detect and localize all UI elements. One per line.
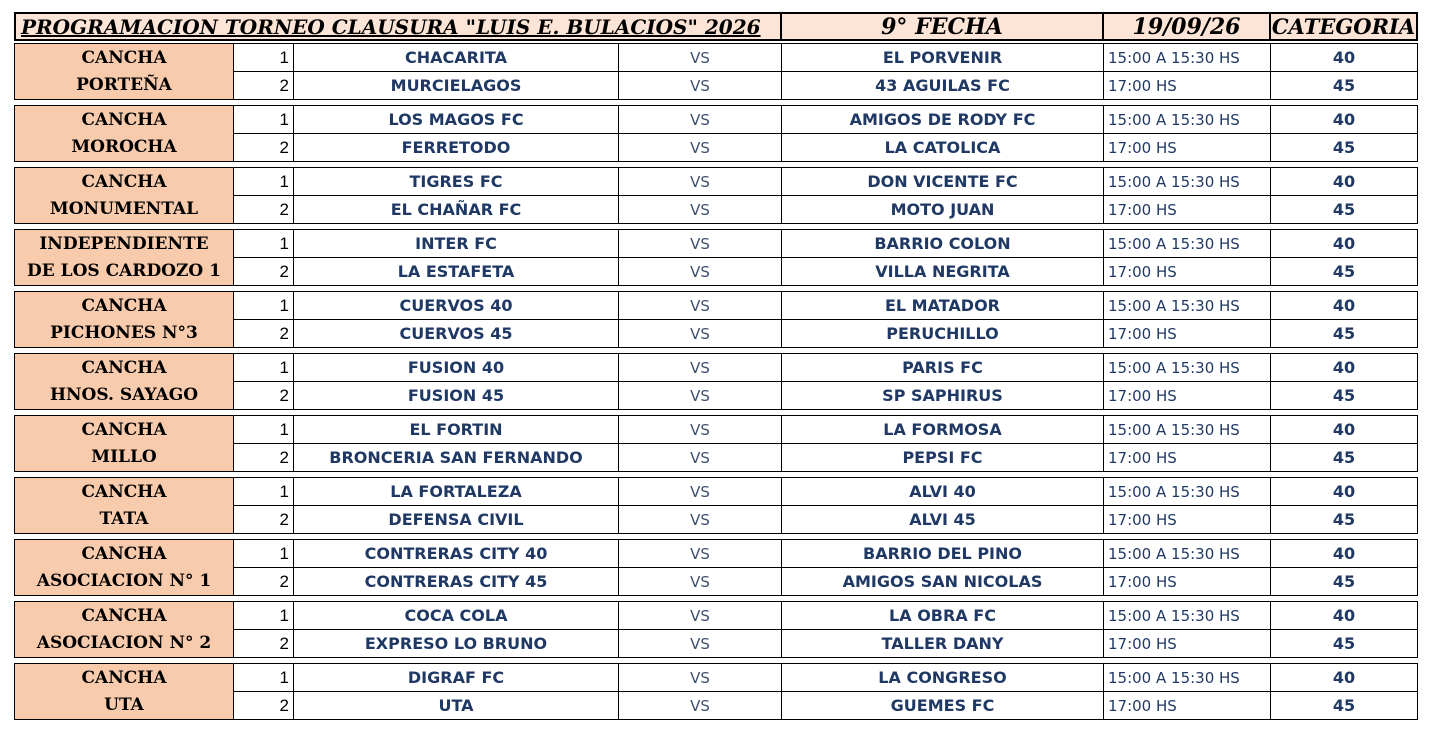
venue-name [15, 230, 234, 285]
match-list [234, 664, 1417, 719]
venue-name-line: CANCHA [81, 296, 167, 317]
versus-label: VS [619, 382, 782, 409]
match-time: 15:00 A 15:30 HS [1104, 230, 1271, 257]
home-team: FUSION 45 [294, 382, 619, 409]
venue-name [15, 478, 234, 533]
away-team: BARRIO COLON [782, 230, 1104, 257]
home-team: CONTRERAS CITY 45 [294, 568, 619, 595]
match-row [234, 629, 1417, 657]
venue-name [15, 664, 234, 719]
venue-group [14, 291, 1418, 348]
match-category: 40 [1332, 172, 1356, 191]
venue-name [15, 416, 234, 471]
home-team: MURCIELAGOS [294, 72, 619, 99]
venue-name [15, 540, 234, 595]
away-team: VILLA NEGRITA [782, 258, 1104, 285]
home-team: LA ESTAFETA [294, 258, 619, 285]
versus-label: VS [619, 692, 782, 719]
match-time: 15:00 A 15:30 HS [1104, 416, 1271, 443]
match-list [234, 416, 1417, 471]
away-team: ALVI 40 [782, 478, 1104, 505]
match-number: 2 [234, 568, 294, 595]
versus-label: VS [619, 44, 782, 71]
versus-label: VS [619, 196, 782, 223]
venue-group [14, 167, 1418, 224]
match-time: 15:00 A 15:30 HS [1104, 292, 1271, 319]
match-number: 2 [234, 506, 294, 533]
match-time: 15:00 A 15:30 HS [1104, 602, 1271, 629]
match-category: 45 [1332, 510, 1356, 529]
home-team: FUSION 40 [294, 354, 619, 381]
match-category: 45 [1332, 634, 1356, 653]
match-category: 45 [1332, 448, 1356, 467]
venue-name-line: CANCHA [81, 668, 167, 689]
match-row [234, 71, 1417, 99]
match-number: 2 [234, 630, 294, 657]
venue-name [15, 44, 234, 99]
away-team: EL MATADOR [782, 292, 1104, 319]
venue-name-line: CANCHA [81, 482, 167, 503]
away-team: PEPSI FC [782, 444, 1104, 471]
away-team: 43 AGUILAS FC [782, 72, 1104, 99]
match-number: 2 [234, 382, 294, 409]
away-team: GUEMES FC [782, 692, 1104, 719]
match-row [234, 381, 1417, 409]
home-team: INTER FC [294, 230, 619, 257]
match-row [234, 292, 1417, 319]
venue-group [14, 477, 1418, 534]
venue-name-line: MOROCHA [71, 136, 177, 157]
match-time: 15:00 A 15:30 HS [1104, 354, 1271, 381]
match-category: 40 [1332, 296, 1356, 315]
header-row [14, 12, 1418, 41]
match-number: 1 [234, 106, 294, 133]
away-team: DON VICENTE FC [782, 168, 1104, 195]
venue-name-line: TATA [99, 508, 149, 529]
away-team: AMIGOS DE RODY FC [782, 106, 1104, 133]
versus-label: VS [619, 478, 782, 505]
match-number: 1 [234, 416, 294, 443]
match-time: 15:00 A 15:30 HS [1104, 540, 1271, 567]
match-category: 45 [1332, 572, 1356, 591]
match-time: 17:00 HS [1104, 320, 1271, 347]
home-team: CUERVOS 40 [294, 292, 619, 319]
venue-name-line: CANCHA [81, 358, 167, 379]
versus-label: VS [619, 72, 782, 99]
venue-group [14, 601, 1418, 658]
match-number: 2 [234, 196, 294, 223]
match-number: 1 [234, 44, 294, 71]
away-team: PARIS FC [782, 354, 1104, 381]
match-time: 17:00 HS [1104, 72, 1271, 99]
venue-group [14, 229, 1418, 286]
match-row [234, 664, 1417, 691]
venue-name-line: CANCHA [81, 110, 167, 131]
versus-label: VS [619, 230, 782, 257]
match-number: 1 [234, 354, 294, 381]
home-team: EXPRESO LO BRUNO [294, 630, 619, 657]
match-row [234, 540, 1417, 567]
match-list [234, 168, 1417, 223]
venue-name-line: ASOCIACION N° 1 [36, 570, 212, 591]
venue-group [14, 353, 1418, 410]
venue-name-line: ASOCIACION N° 2 [36, 632, 212, 653]
versus-label: VS [619, 258, 782, 285]
match-number: 2 [234, 258, 294, 285]
match-time: 17:00 HS [1104, 382, 1271, 409]
venue-name-line: CANCHA [81, 544, 167, 565]
venue-name-line: CANCHA [81, 420, 167, 441]
venue-name [15, 168, 234, 223]
match-row [234, 443, 1417, 471]
away-team: ALVI 45 [782, 506, 1104, 533]
match-time: 17:00 HS [1104, 134, 1271, 161]
versus-label: VS [619, 354, 782, 381]
venue-name [15, 106, 234, 161]
match-category: 45 [1332, 262, 1356, 281]
match-list [234, 292, 1417, 347]
home-team: CONTRERAS CITY 40 [294, 540, 619, 567]
venue-name-line: CANCHA [81, 48, 167, 69]
venue-group [14, 539, 1418, 596]
match-number: 2 [234, 444, 294, 471]
match-category: 45 [1332, 200, 1356, 219]
match-category: 40 [1332, 110, 1356, 129]
tournament-title: PROGRAMACION TORNEO CLAUSURA "LUIS E. BULACIOS" 2026 [16, 14, 782, 39]
versus-label: VS [619, 664, 782, 691]
versus-label: VS [619, 444, 782, 471]
away-team: LA CONGRESO [782, 664, 1104, 691]
match-list [234, 230, 1417, 285]
match-row [234, 106, 1417, 133]
match-date: 19/09/26 [1104, 14, 1271, 39]
venue-name-line: MONUMENTAL [49, 198, 199, 219]
home-team: LA FORTALEZA [294, 478, 619, 505]
match-row [234, 354, 1417, 381]
versus-label: VS [619, 134, 782, 161]
match-number: 2 [234, 134, 294, 161]
match-time: 17:00 HS [1104, 568, 1271, 595]
match-list [234, 44, 1417, 99]
venue-name-line: INDEPENDIENTE [39, 234, 209, 255]
venue-group [14, 43, 1418, 100]
match-category: 40 [1332, 234, 1356, 253]
match-number: 1 [234, 540, 294, 567]
away-team: MOTO JUAN [782, 196, 1104, 223]
match-list [234, 106, 1417, 161]
match-category: 40 [1332, 482, 1356, 501]
match-row [234, 44, 1417, 71]
match-category: 45 [1332, 324, 1356, 343]
versus-label: VS [619, 416, 782, 443]
match-time: 15:00 A 15:30 HS [1104, 478, 1271, 505]
venue-name-line: CANCHA [81, 172, 167, 193]
venue-name [15, 602, 234, 657]
venue-name [15, 354, 234, 409]
away-team: LA CATOLICA [782, 134, 1104, 161]
home-team: CUERVOS 45 [294, 320, 619, 347]
match-list [234, 602, 1417, 657]
versus-label: VS [619, 168, 782, 195]
match-row [234, 567, 1417, 595]
away-team: SP SAPHIRUS [782, 382, 1104, 409]
venue-name-line: MILLO [91, 446, 157, 467]
match-category: 45 [1332, 696, 1356, 715]
match-row [234, 602, 1417, 629]
venue-name-line: DE LOS CARDOZO 1 [27, 260, 221, 281]
venue-group [14, 105, 1418, 162]
venue-group [14, 415, 1418, 472]
match-category: 45 [1332, 76, 1356, 95]
match-list [234, 478, 1417, 533]
versus-label: VS [619, 320, 782, 347]
match-row [234, 416, 1417, 443]
away-team: TALLER DANY [782, 630, 1104, 657]
venue-groups [14, 43, 1418, 720]
match-time: 17:00 HS [1104, 196, 1271, 223]
venue-name-line: HNOS. SAYAGO [49, 384, 199, 405]
venue-group [14, 663, 1418, 720]
away-team: BARRIO DEL PINO [782, 540, 1104, 567]
match-category: 40 [1332, 48, 1356, 67]
away-team: PERUCHILLO [782, 320, 1104, 347]
match-time: 15:00 A 15:30 HS [1104, 106, 1271, 133]
versus-label: VS [619, 568, 782, 595]
match-time: 17:00 HS [1104, 258, 1271, 285]
match-number: 1 [234, 292, 294, 319]
home-team: EL FORTIN [294, 416, 619, 443]
match-time: 15:00 A 15:30 HS [1104, 664, 1271, 691]
versus-label: VS [619, 630, 782, 657]
match-category: 40 [1332, 544, 1356, 563]
home-team: DIGRAF FC [294, 664, 619, 691]
match-time: 17:00 HS [1104, 630, 1271, 657]
versus-label: VS [619, 602, 782, 629]
match-number: 1 [234, 230, 294, 257]
versus-label: VS [619, 506, 782, 533]
away-team: LA FORMOSA [782, 416, 1104, 443]
match-number: 2 [234, 320, 294, 347]
match-category: 45 [1332, 138, 1356, 157]
venue-name [15, 292, 234, 347]
home-team: TIGRES FC [294, 168, 619, 195]
match-list [234, 540, 1417, 595]
home-team: FERRETODO [294, 134, 619, 161]
match-category: 40 [1332, 668, 1356, 687]
match-time: 17:00 HS [1104, 506, 1271, 533]
match-time: 15:00 A 15:30 HS [1104, 44, 1271, 71]
match-number: 2 [234, 692, 294, 719]
match-row [234, 478, 1417, 505]
match-number: 1 [234, 168, 294, 195]
match-number: 1 [234, 478, 294, 505]
match-row [234, 505, 1417, 533]
category-header: CATEGORIA [1271, 14, 1416, 39]
home-team: DEFENSA CIVIL [294, 506, 619, 533]
match-time: 17:00 HS [1104, 692, 1271, 719]
match-number: 2 [234, 72, 294, 99]
away-team: LA OBRA FC [782, 602, 1104, 629]
versus-label: VS [619, 540, 782, 567]
match-time: 17:00 HS [1104, 444, 1271, 471]
venue-name-line: PORTEÑA [76, 74, 172, 95]
away-team: AMIGOS SAN NICOLAS [782, 568, 1104, 595]
venue-name-line: CANCHA [81, 606, 167, 627]
match-time: 15:00 A 15:30 HS [1104, 168, 1271, 195]
match-row [234, 133, 1417, 161]
home-team: EL CHAÑAR FC [294, 196, 619, 223]
home-team: BRONCERIA SAN FERNANDO [294, 444, 619, 471]
match-row [234, 230, 1417, 257]
match-row [234, 319, 1417, 347]
match-row [234, 691, 1417, 719]
match-number: 1 [234, 602, 294, 629]
match-row [234, 195, 1417, 223]
match-category: 45 [1332, 386, 1356, 405]
home-team: CHACARITA [294, 44, 619, 71]
match-category: 40 [1332, 606, 1356, 625]
match-number: 1 [234, 664, 294, 691]
match-category: 40 [1332, 420, 1356, 439]
match-list [234, 354, 1417, 409]
round-label: 9° FECHA [782, 14, 1104, 39]
venue-name-line: PICHONES N°3 [50, 322, 198, 343]
versus-label: VS [619, 292, 782, 319]
home-team: LOS MAGOS FC [294, 106, 619, 133]
versus-label: VS [619, 106, 782, 133]
home-team: UTA [294, 692, 619, 719]
match-category: 40 [1332, 358, 1356, 377]
venue-name-line: UTA [104, 694, 144, 715]
home-team: COCA COLA [294, 602, 619, 629]
fixture-sheet [14, 12, 1418, 720]
match-row [234, 257, 1417, 285]
match-row [234, 168, 1417, 195]
away-team: EL PORVENIR [782, 44, 1104, 71]
